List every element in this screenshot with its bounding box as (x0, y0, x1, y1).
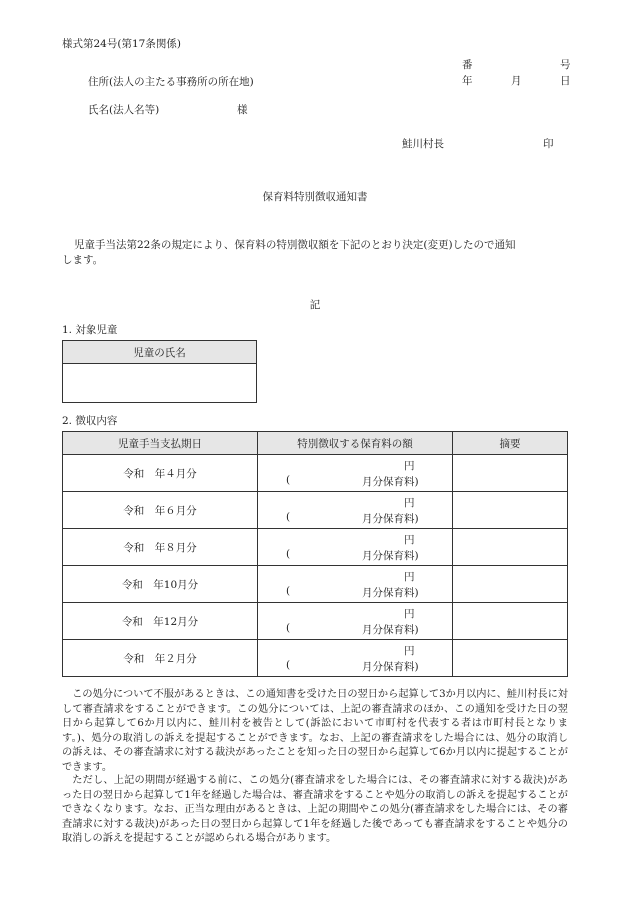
header-payment-date: 児童手当支払期日 (63, 432, 258, 455)
amount-cell (258, 603, 453, 640)
period-cell: 令和 年６月分 (63, 492, 258, 529)
yen-label: 円 (404, 645, 415, 657)
period-cell: 令和 年２月分 (63, 640, 258, 677)
remarks-cell (453, 529, 568, 566)
ki-label: 記 (309, 299, 321, 311)
paren-open: ( (286, 585, 291, 597)
period-cell: 令和 年８月分 (63, 529, 258, 566)
monthly-fee-label: 月分保育料) (362, 513, 419, 525)
seal-label: 印 (543, 138, 554, 150)
table-row (63, 566, 568, 603)
paren-open: ( (286, 659, 291, 671)
table-row (63, 529, 568, 566)
go-label: 号 (560, 59, 571, 71)
remarks-cell (453, 566, 568, 603)
section2-heading: 2. 徴収内容 (62, 415, 118, 427)
monthly-fee-label: 月分保育料) (362, 661, 419, 673)
amount-cell (258, 455, 453, 492)
monthly-fee-label: 月分保育料) (362, 476, 419, 488)
paren-open: ( (286, 511, 291, 523)
address-label: 住所(法人の主たる事務所の所在地) (88, 76, 254, 88)
collection-table (62, 431, 568, 677)
day-label: 日 (560, 75, 571, 87)
remarks-cell (453, 492, 568, 529)
yen-label: 円 (404, 460, 415, 472)
period-cell: 令和 年４月分 (63, 455, 258, 492)
month-label: 月 (511, 75, 522, 87)
remarks-cell (453, 603, 568, 640)
header-remarks: 摘要 (453, 432, 568, 455)
table-row (63, 640, 568, 677)
paren-open: ( (286, 622, 291, 634)
ban-label: 番 (462, 59, 473, 71)
name-label: 氏名(法人名等) (88, 104, 160, 116)
child-name-cell (63, 364, 257, 403)
amount-cell (258, 529, 453, 566)
period-cell: 令和 年10月分 (63, 566, 258, 603)
paren-open: ( (286, 548, 291, 560)
sama-label: 様 (237, 104, 248, 116)
child-table (62, 340, 257, 403)
yen-label: 円 (404, 497, 415, 509)
yen-label: 円 (404, 571, 415, 583)
issuer-label: 鮭川村長 (402, 138, 444, 150)
period-cell: 令和 年12月分 (63, 603, 258, 640)
child-name-header: 児童の氏名 (63, 341, 257, 364)
table-row (63, 603, 568, 640)
year-label: 年 (462, 75, 473, 87)
yen-label: 円 (404, 608, 415, 620)
table-row (63, 492, 568, 529)
intro-line-2: します。 (62, 254, 104, 266)
monthly-fee-label: 月分保育料) (362, 624, 419, 636)
document-title: 保育料特別徴収通知書 (262, 191, 368, 203)
remarks-cell (453, 640, 568, 677)
amount-cell (258, 566, 453, 603)
table-row (63, 455, 568, 492)
amount-cell (258, 640, 453, 677)
header-amount: 特別徴収する保育料の額 (258, 432, 453, 455)
remarks-cell (453, 455, 568, 492)
section1-heading: 1. 対象児童 (62, 324, 118, 336)
notice-paragraph-1: この処分について不服があるときは、この通知書を受けた日の翌日から起算して3か月以内に、鮭川村長に対して審査請求をすることができます。この処分については、上記の審査請求のほか、この通知を受けた日の翌日から起算して6か月以内に、鮭川村を被告として(訴訟において市町村を代表する者は市町村長となります。)、処分の取消しの訴えを提起することができます。なお、上記の審査請求をした場合には、処分の取消しの訴えは、その審査請求に対する裁決があったことを知った日の翌日から起算して6か月以内に提起することができます。 (62, 689, 568, 773)
notice-paragraph-2: ただし、上記の期間が経過する前に、この処分(審査請求をした場合には、その審査請求に対する裁決)があった日の翌日から起算して1年を経過した場合は、審査請求をすることや処分の取消しの訴えを提起することができなくなります。なお、正当な理由があるときは、上記の期間やこの処分(審査請求をした場合には、その審査請求に対する裁決)があった日の翌日から起算して1年を経過した後であっても審査請求をすることや処分の取消しの訴えを提起することが認められる場合があります。 (62, 775, 568, 844)
monthly-fee-label: 月分保育料) (362, 587, 419, 599)
monthly-fee-label: 月分保育料) (362, 550, 419, 562)
paren-open: ( (286, 474, 291, 486)
amount-cell (258, 492, 453, 529)
intro-line-1: 児童手当法第22条の規定により、保育料の特別徴収額を下記のとおり決定(変更)したので通知 (74, 239, 516, 251)
yen-label: 円 (404, 534, 415, 546)
form-number: 様式第24号(第17条関係) (62, 38, 181, 50)
